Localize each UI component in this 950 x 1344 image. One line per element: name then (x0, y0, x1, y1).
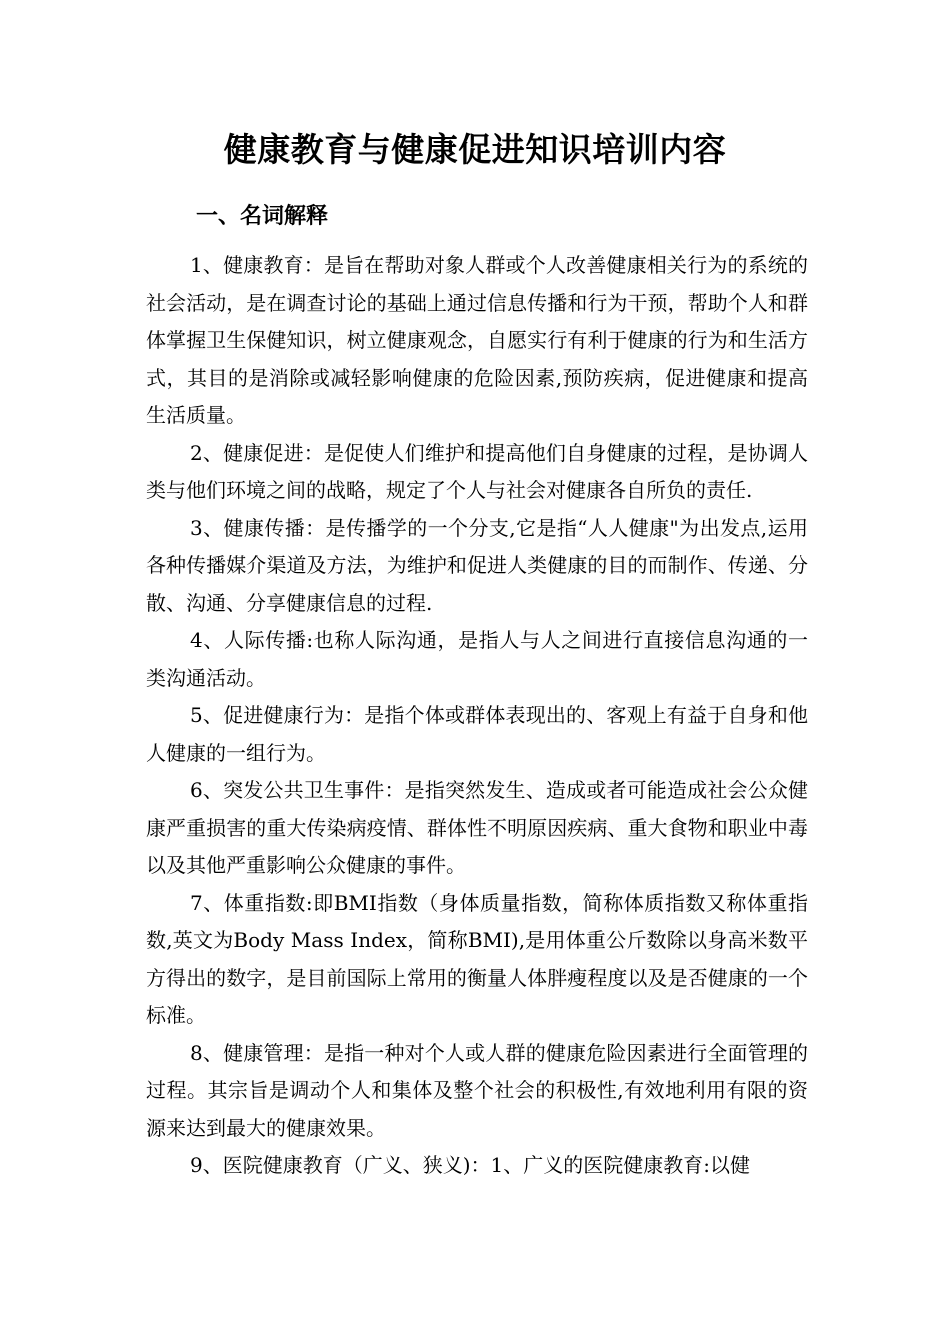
definition-paragraph-7: 7、体重指数:即BMI指数（身体质量指数，简称体质指数又称体重指数,英文为Body Mass Index，简称BMI),是用体重公斤数除以身高米数平方得出的数字，是目前国际上常用的衡量人体胖瘦程度以及是否健康的一个标准。 (146, 890, 808, 1027)
document-title: 健康教育与健康促进知识培训内容 (223, 130, 727, 169)
document-body (146, 247, 808, 1185)
definition-paragraph-6: 6、突发公共卫生事件：是指突然发生、造成或者可能造成社会公众健康严重损害的重大传染病疫情、群体性不明原因疾病、重大食物和职业中毒以及其他严重影响公众健康的事件。 (146, 778, 808, 877)
definition-paragraph-2: 2、健康促进：是促使人们维护和提高他们自身健康的过程，是协调人类与他们环境之间的战略，规定了个人与社会对健康各自所负的责任. (146, 440, 808, 502)
definition-paragraph-1: 1、健康教育：是旨在帮助对象人群或个人改善健康相关行为的系统的社会活动，是在调查讨论的基础上通过信息传播和行为干预，帮助个人和群体掌握卫生保健知识，树立健康观念，自愿实行有利于健康的行为和生活方式，其目的是消除或减轻影响健康的危险因素,预防疾病，促进健康和提高生活质量。 (146, 253, 808, 427)
definition-paragraph-3: 3、健康传播：是传播学的一个分支,它是指“人人健康"为出发点,运用各种传播媒介渠道及方法，为维护和促进人类健康的目的而制作、传递、分散、沟通、分享健康信息的过程. (146, 515, 808, 615)
definition-paragraph-5: 5、促进健康行为：是指个体或群体表现出的、客观上有益于自身和他人健康的一组行为。 (146, 703, 808, 765)
section-heading: 一、名词解释 (196, 203, 329, 229)
definition-paragraph-8: 8、健康管理：是指一种对个人或人群的健康危险因素进行全面管理的过程。其宗旨是调动个人和集体及整个社会的积极性,有效地利用有限的资源来达到最大的健康效果。 (146, 1040, 808, 1140)
definition-paragraph-9: 9、医院健康教育（广义、狭义)：1、广义的医院健康教育:以健 (190, 1153, 750, 1177)
definition-paragraph-4: 4、人际传播:也称人际沟通，是指人与人之间进行直接信息沟通的一类沟通活动。 (146, 628, 808, 690)
